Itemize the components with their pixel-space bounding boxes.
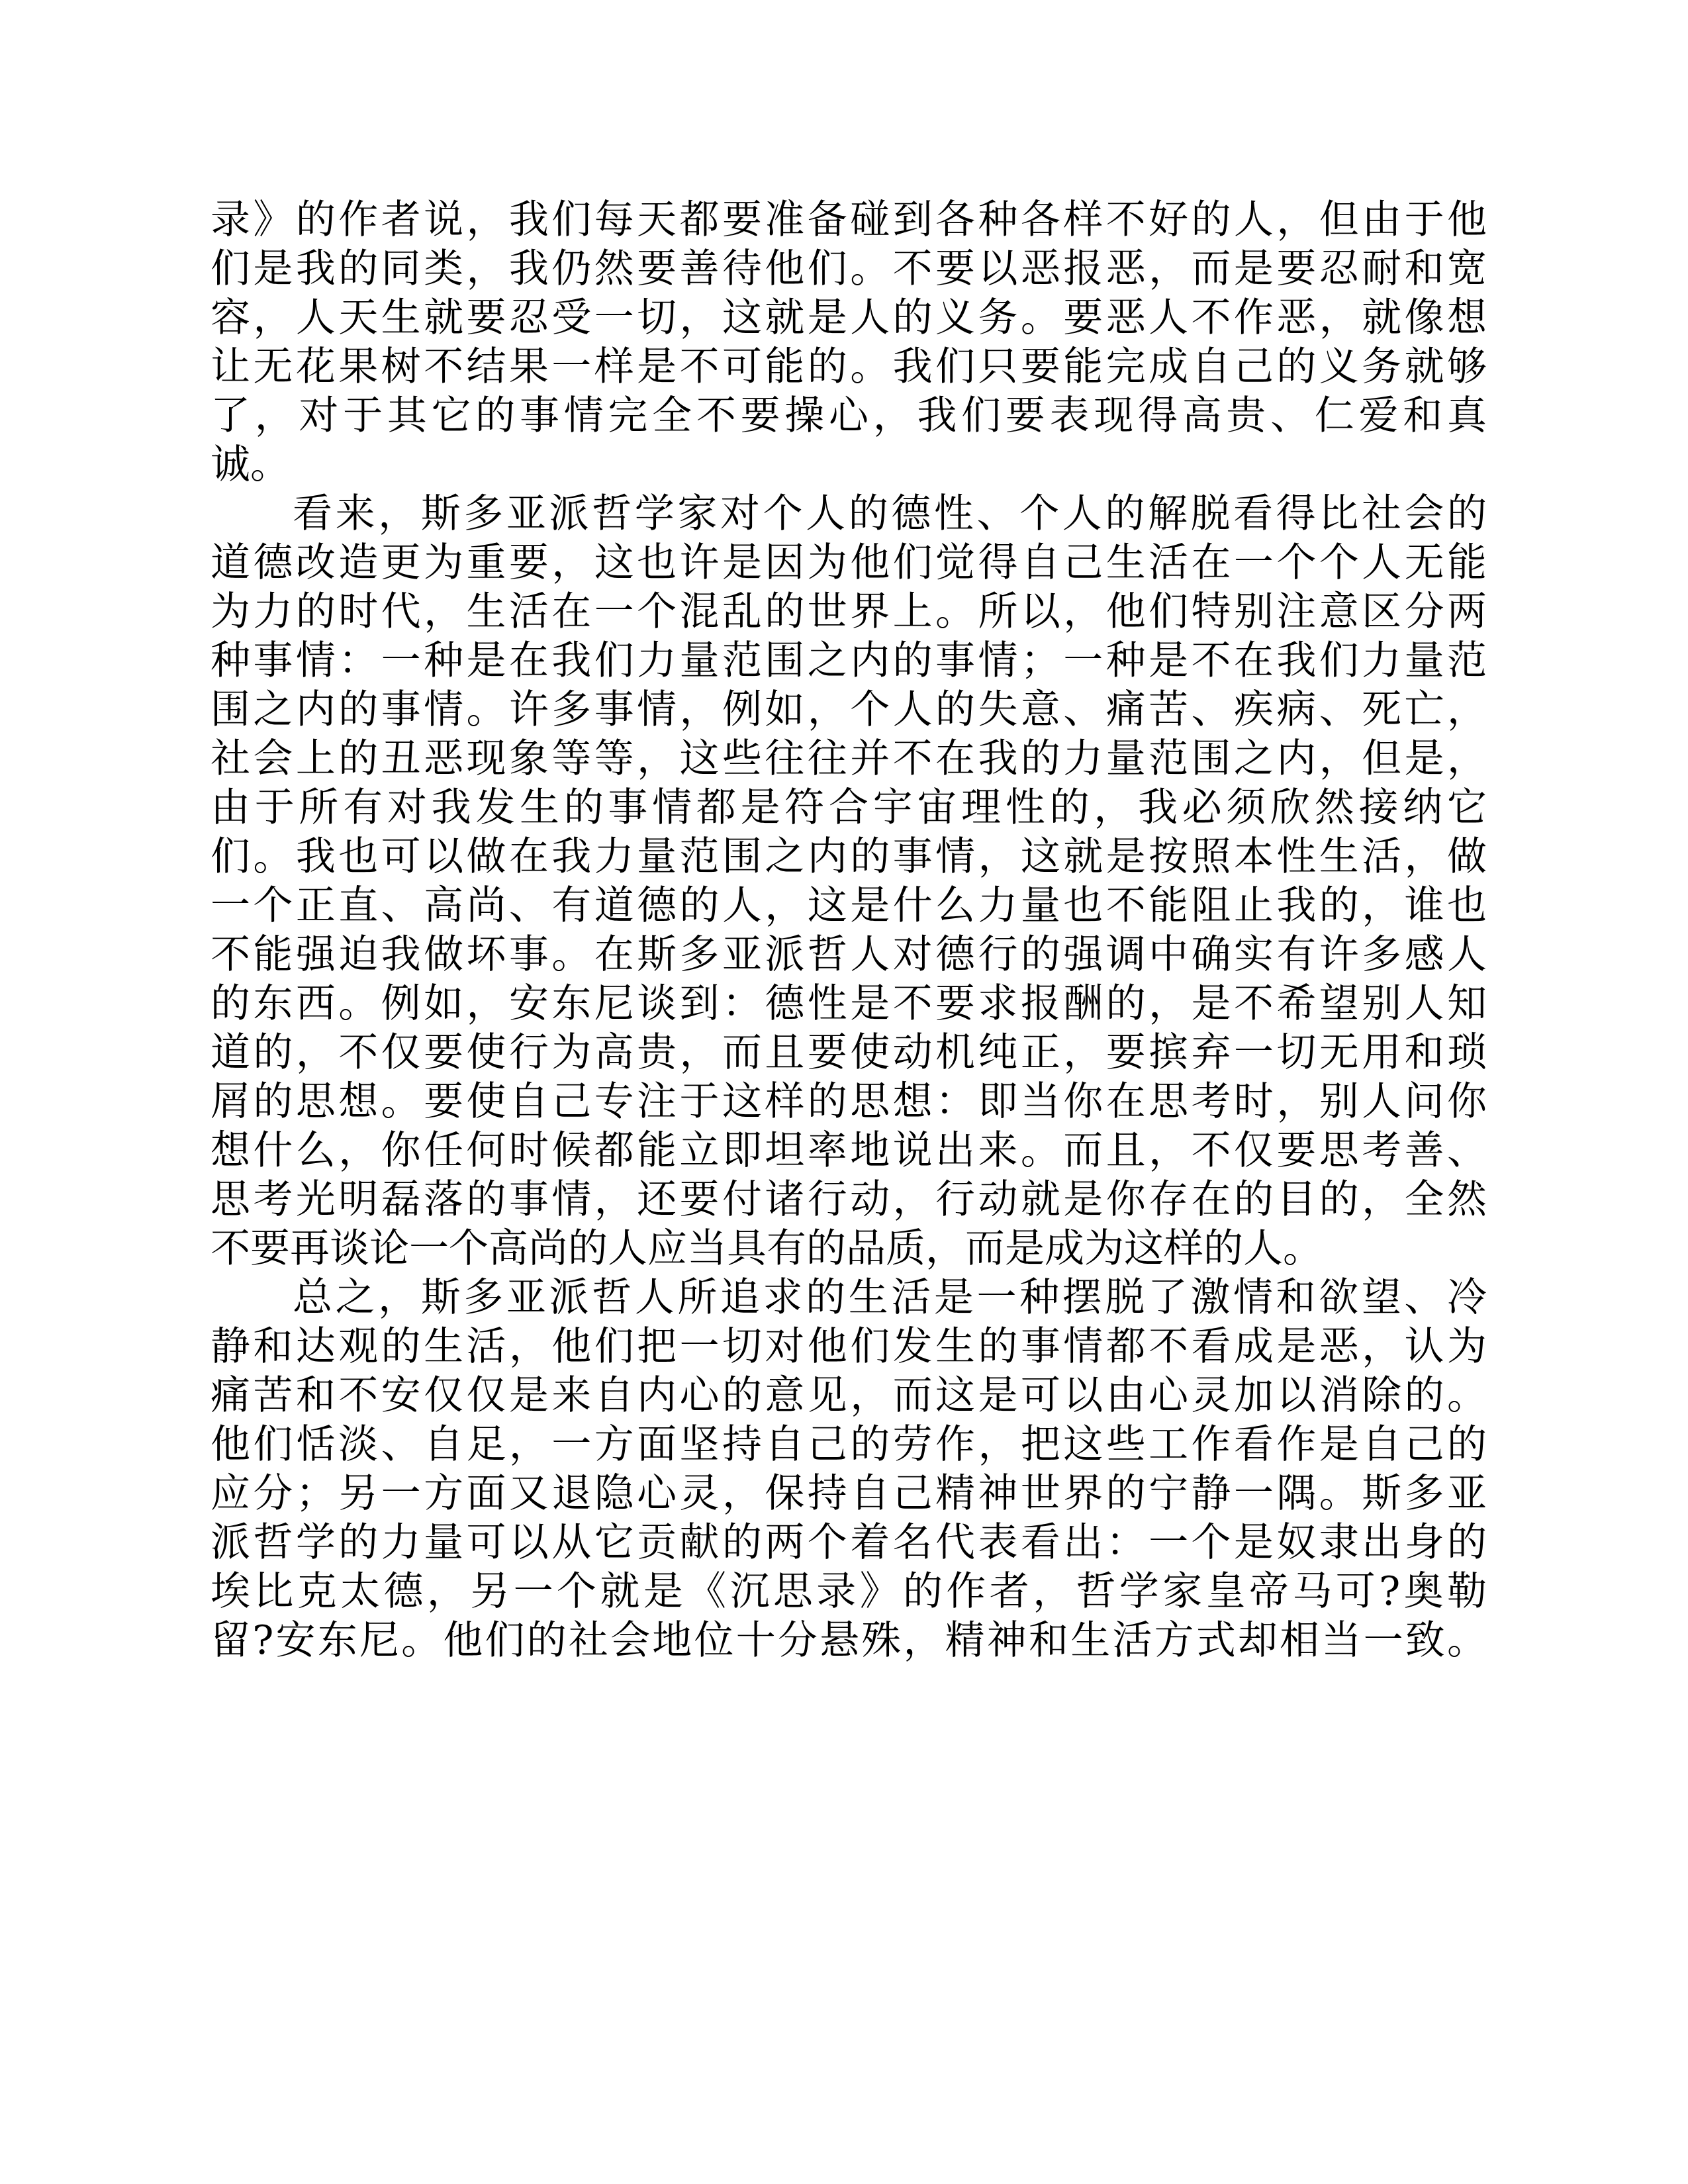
paragraph-2 [211, 489, 1487, 1273]
text-line: 屑的思想。要使自己专注于这样的思想：即当你在思考时，别人问你 [211, 1078, 1487, 1125]
text-line: 诚。 [211, 442, 290, 488]
text-line: 由于所有对我发生的事情都是符合宇宙理性的，我必须欣然接纳它 [211, 784, 1487, 831]
text-line: 一个正直、高尚、有道德的人，这是什么力量也不能阻止我的，谁也 [211, 882, 1487, 929]
text-line: 种事情：一种是在我们力量范围之内的事情；一种是不在我们力量范 [211, 638, 1487, 684]
text-line: 应分；另一方面又退隐心灵，保持自己精神世界的宁静一隅。斯多亚 [211, 1470, 1487, 1517]
text-line: 容，人天生就要忍受一切，这就是人的义务。要恶人不作恶，就像想 [211, 295, 1487, 341]
text-line: 他们恬淡、自足，一方面坚持自己的劳作，把这些工作看作是自己的 [211, 1421, 1487, 1468]
text-line: 不能强迫我做坏事。在斯多亚派哲人对德行的强调中确实有许多感人 [211, 931, 1487, 978]
text-line: 了，对于其它的事情完全不要操心，我们要表现得高贵、仁爱和真 [211, 393, 1487, 439]
paragraph-3 [211, 1273, 1487, 1665]
text-line: 总之，斯多亚派哲人所追求的生活是一种摆脱了激情和欲望、冷 [293, 1274, 1487, 1321]
text-line: 道的，不仅要使行为高贵，而且要使动机纯正，要摈弃一切无用和琐 [211, 1029, 1487, 1076]
text-line: 围之内的事情。许多事情，例如，个人的失意、痛苦、疾病、死亡， [211, 687, 1487, 733]
text-line: 录》的作者说，我们每天都要准备碰到各种各样不好的人，但由于他 [211, 197, 1487, 243]
text-line: 们。我也可以做在我力量范围之内的事情，这就是按照本性生活，做 [211, 833, 1487, 880]
text-line: 让无花果树不结果一样是不可能的。我们只要能完成自己的义务就够 [211, 344, 1487, 390]
text-line: 思考光明磊落的事情，还要付诸行动，行动就是你存在的目的，全然 [211, 1176, 1487, 1223]
text-line: 的东西。例如，安东尼谈到：德性是不要求报酬的，是不希望别人知 [211, 980, 1487, 1027]
text-line: 派哲学的力量可以从它贡献的两个着名代表看出：一个是奴隶出身的 [211, 1519, 1487, 1566]
text-line: 想什么，你任何时候都能立即坦率地说出来。而且，不仅要思考善、 [211, 1127, 1487, 1174]
text-line: 道德改造更为重要，这也许是因为他们觉得自己生活在一个个人无能 [211, 540, 1487, 586]
paragraph-1 [211, 195, 1487, 489]
text-line: 们是我的同类，我仍然要善待他们。不要以恶报恶，而是要忍耐和宽 [211, 246, 1487, 292]
page-body [211, 195, 1487, 1665]
text-line: 埃比克太德，另一个就是《沉思录》的作者，哲学家皇帝马可?奥勒 [211, 1568, 1487, 1615]
text-line: 社会上的丑恶现象等等，这些往往并不在我的力量范围之内，但是， [211, 736, 1487, 782]
text-line: 痛苦和不安仅仅是来自内心的意见，而这是可以由心灵加以消除的。 [211, 1372, 1487, 1419]
text-line: 看来，斯多亚派哲学家对个人的德性、个人的解脱看得比社会的 [293, 491, 1487, 537]
text-line: 为力的时代，生活在一个混乱的世界上。所以，他们特别注意区分两 [211, 589, 1487, 635]
text-line: 静和达观的生活，他们把一切对他们发生的事情都不看成是恶，认为 [211, 1323, 1487, 1370]
text-line: 留?安东尼。他们的社会地位十分悬殊，精神和生活方式却相当一致。 [211, 1617, 1487, 1664]
text-line: 不要再谈论一个高尚的人应当具有的品质，而是成为这样的人。 [211, 1225, 1323, 1272]
